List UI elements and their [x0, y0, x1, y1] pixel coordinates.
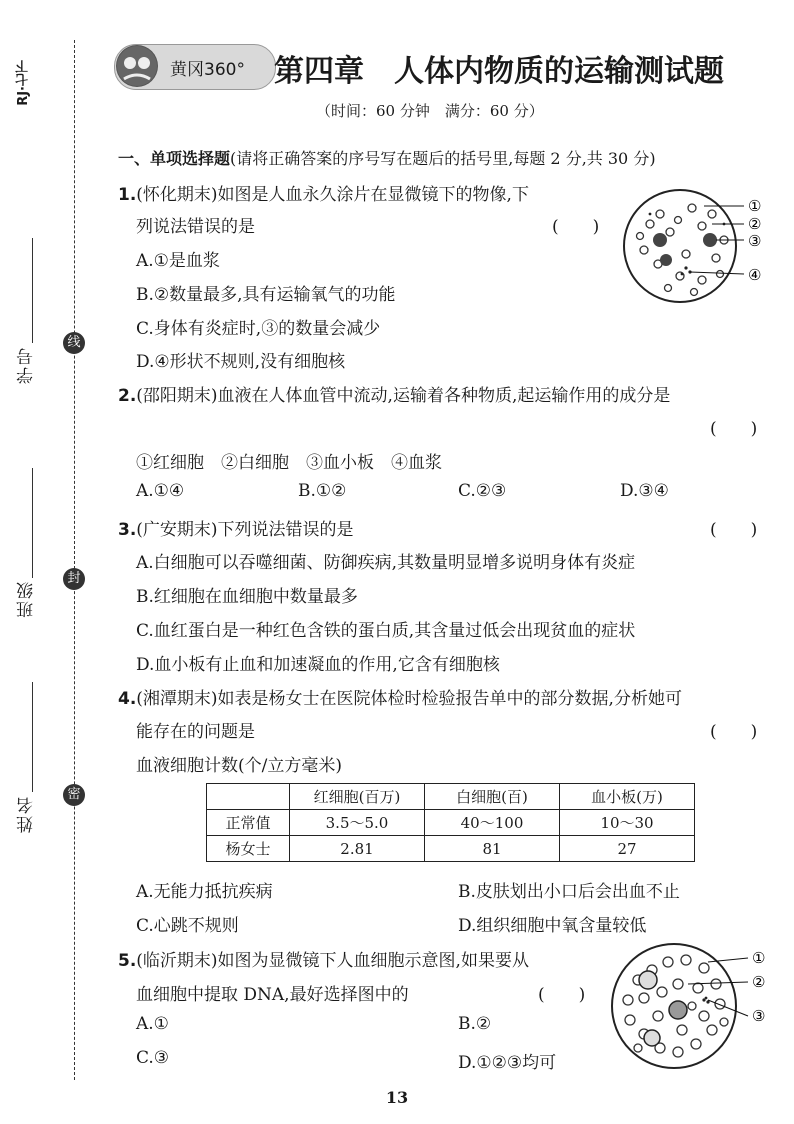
q4-option-d: D.组织细胞中氧含量较低	[458, 916, 647, 936]
q4-option-c: C.心跳不规则	[136, 916, 239, 936]
student-id-label: 学号	[17, 346, 37, 384]
q2-stem: (邵阳期末)血液在人体血管中流动,运输着各种物质,起运输作用的成分是	[136, 386, 671, 406]
q1-label-1: ①	[748, 197, 762, 215]
q5-option-d: D.①②③均可	[458, 1053, 557, 1073]
q2-number: 2.	[118, 386, 137, 406]
section-heading	[118, 146, 656, 169]
q3-answer-bracket[interactable]: ( )	[710, 520, 758, 540]
q1-option-c: C.身体有炎症时,③的数量会减少	[136, 319, 381, 339]
q5-answer-bracket[interactable]: ( )	[538, 985, 586, 1005]
page-number: 13	[385, 1088, 409, 1107]
q4-option-a: A.无能力抵抗疾病	[136, 882, 273, 902]
q1-label-4: ④	[748, 266, 762, 284]
table-cell: 杨女士	[207, 836, 290, 862]
table-row	[207, 836, 695, 862]
q5-blood-cells-figure	[608, 940, 778, 1072]
q4-number: 4.	[118, 689, 137, 709]
q3-option-b: B.红细胞在血细胞中数量最多	[136, 587, 358, 607]
q1-label-3: ③	[748, 232, 762, 250]
student-id-rule	[32, 238, 33, 343]
table-cell: 81	[425, 836, 560, 862]
table-cell: 3.5～5.0	[290, 810, 425, 836]
q4-table-caption: 血液细胞计数(个/立方毫米)	[136, 756, 342, 776]
q3-stem-line	[118, 515, 354, 540]
seal-line-badge: 线	[63, 332, 85, 354]
q2-option-d: D.③④	[620, 481, 669, 501]
table-cell: 10～30	[560, 810, 695, 836]
section-instruction: (请将正确答案的序号写在题后的括号里,每题 2 分,共 30 分)	[230, 149, 656, 168]
q3-stem: (广安期末)下列说法错误的是	[136, 520, 354, 540]
page-subtitle: （时间：60 分钟 满分：60 分）	[316, 102, 544, 120]
q1-option-a: A.①是血浆	[136, 251, 220, 271]
table-cell: 40～100	[425, 810, 560, 836]
seal-seal-badge: 封	[63, 568, 85, 590]
q4-stem-line2: 能存在的问题是	[136, 722, 255, 742]
q5-stem1: (临沂期末)如图为显微镜下人血细胞示意图,如果要从	[136, 951, 529, 971]
q2-answer-bracket[interactable]: ( )	[710, 419, 758, 439]
q2-option-a: A.①④	[136, 481, 185, 501]
q1-stem-line2: 列说法错误的是	[136, 217, 255, 237]
q4-table-header-cell: 红细胞(百万)	[290, 784, 425, 810]
q4-stem1: (湘潭期末)如表是杨女士在医院体检时检验报告单中的部分数据,分析她可	[136, 689, 682, 709]
q3-number: 3.	[118, 520, 137, 540]
section-title: 一、单项选择题	[118, 149, 231, 168]
q5-option-c: C.③	[136, 1048, 170, 1068]
table-row	[207, 810, 695, 836]
page-title: 第四章 人体内物质的运输测试题	[274, 54, 724, 89]
q1-blood-smear-figure	[620, 184, 780, 304]
q4-answer-bracket[interactable]: ( )	[710, 722, 758, 742]
q1-number: 1.	[118, 185, 137, 205]
q5-option-b: B.②	[458, 1014, 492, 1034]
q5-label-3: ③	[752, 1007, 766, 1025]
table-cell: 2.81	[290, 836, 425, 862]
q5-stem-line1	[118, 946, 529, 971]
q5-label-1: ①	[752, 949, 766, 967]
table-cell: 27	[560, 836, 695, 862]
seal-secret-badge: 密	[63, 784, 85, 806]
q1-microscope-field	[624, 190, 736, 302]
q1-stem1: (怀化期末)如图是人血永久涂片在显微镜下的物像,下	[136, 185, 529, 205]
q4-table-header-cell: 白细胞(百)	[425, 784, 560, 810]
q4-blood-table	[206, 783, 695, 862]
q1-label-2: ②	[748, 215, 762, 233]
binding-dashed-line	[74, 40, 75, 1080]
q4-table-header-cell	[207, 784, 290, 810]
class-label: 班级	[17, 580, 37, 618]
class-rule	[32, 468, 33, 578]
q3-option-d: D.血小板有止血和加速凝血的作用,它含有细胞核	[136, 655, 500, 675]
q5-white-cell-3	[644, 1030, 660, 1046]
q1-option-b: B.②数量最多,具有运输氧气的功能	[136, 285, 396, 305]
brand-text: 黄冈360°	[170, 60, 245, 80]
q4-stem-line1	[118, 684, 682, 709]
q3-option-a: A.白细胞可以吞噬细菌、防御疾病,其数量明显增多说明身体有炎症	[136, 553, 636, 573]
grade-label: RJ·七下	[16, 60, 31, 106]
q2-option-b: B.①②	[298, 481, 347, 501]
name-rule	[32, 682, 33, 792]
q5-option-a: A.①	[136, 1014, 169, 1034]
q2-items: ①红细胞 ②白细胞 ③血小板 ④血浆	[136, 453, 442, 473]
q2-stem-line	[118, 381, 670, 406]
q5-white-cell-1	[639, 971, 657, 989]
q1-answer-bracket[interactable]: ( )	[552, 217, 600, 237]
q5-number: 5.	[118, 951, 137, 971]
brand-logo-icon	[116, 45, 158, 87]
q5-label-2: ②	[752, 973, 766, 991]
q5-white-cell-2	[669, 1001, 687, 1019]
name-label: 姓名	[17, 795, 37, 833]
q1-option-d: D.④形状不规则,没有细胞核	[136, 352, 346, 372]
q3-option-c: C.血红蛋白是一种红色含铁的蛋白质,其含量过低会出现贫血的症状	[136, 621, 636, 641]
q4-table-header-row	[207, 784, 695, 810]
q4-option-b: B.皮肤划出小口后会出血不止	[458, 882, 680, 902]
table-cell: 正常值	[207, 810, 290, 836]
q4-table-header-cell: 血小板(万)	[560, 784, 695, 810]
q2-option-c: C.②③	[458, 481, 507, 501]
q1-stem-line1	[118, 180, 529, 205]
q5-stem-line2: 血细胞中提取 DNA,最好选择图中的	[136, 985, 409, 1005]
